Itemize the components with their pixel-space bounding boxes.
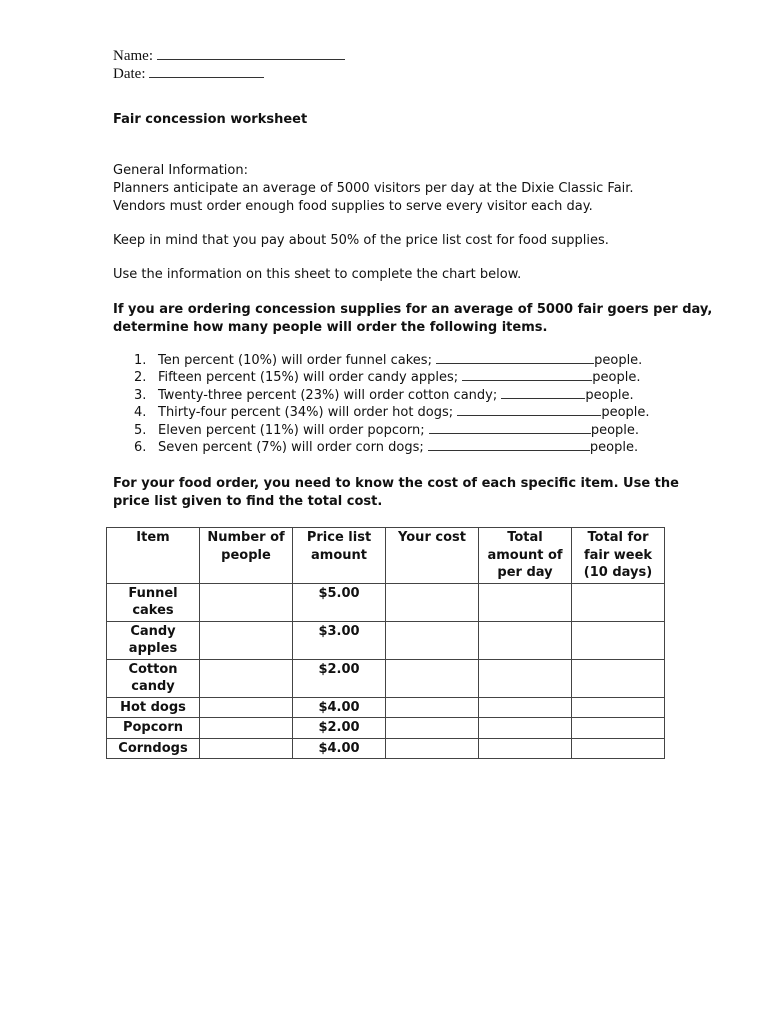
- price-cell: $2.00: [293, 659, 386, 697]
- people-cell[interactable]: [200, 583, 293, 621]
- price-cell: $3.00: [293, 621, 386, 659]
- list-item: [134, 404, 650, 421]
- item-cell: Funnel cakes: [107, 583, 200, 621]
- your-cost-cell[interactable]: [386, 697, 479, 718]
- header-item: Item: [107, 528, 200, 584]
- total-per-day-cell[interactable]: [479, 738, 572, 759]
- total-week-cell[interactable]: [572, 659, 665, 697]
- item-suffix: people.: [589, 439, 639, 455]
- general-line-1: Planners anticipate an average of 5000 visitors per day at the Dixie Classic Fair.: [113, 181, 634, 196]
- table-row: [107, 659, 665, 697]
- answer-blank[interactable]: [429, 422, 591, 434]
- total-per-day-cell[interactable]: [479, 583, 572, 621]
- price-cell: $2.00: [293, 718, 386, 739]
- people-cell[interactable]: [200, 697, 293, 718]
- item-cell: Corndogs: [107, 738, 200, 759]
- table-row: [107, 583, 665, 621]
- your-cost-cell[interactable]: [386, 621, 479, 659]
- instruction-ordering-line-2: determine how many people will order the following items.: [113, 320, 548, 335]
- name-blank[interactable]: [157, 47, 345, 60]
- item-suffix: people.: [590, 422, 640, 438]
- price-cell: $4.00: [293, 697, 386, 718]
- table-header-row: [107, 528, 665, 584]
- item-text: Fifteen percent (15%) will order candy apples;: [158, 370, 459, 386]
- keep-in-mind-text: Keep in mind that you pay about 50% of the price list cost for food supplies.: [113, 233, 609, 248]
- total-per-day-cell[interactable]: [479, 697, 572, 718]
- people-cell[interactable]: [200, 659, 293, 697]
- people-cell[interactable]: [200, 718, 293, 739]
- instruction-ordering: [113, 301, 712, 337]
- name-label: Name:: [113, 48, 153, 64]
- general-info: [113, 162, 634, 216]
- list-item: [134, 369, 650, 386]
- total-week-cell[interactable]: [572, 697, 665, 718]
- item-text: Twenty-three percent (23%) will order cotton candy;: [158, 387, 498, 403]
- answer-blank[interactable]: [462, 369, 592, 381]
- table-row: [107, 738, 665, 759]
- total-week-cell[interactable]: [572, 621, 665, 659]
- your-cost-cell[interactable]: [386, 583, 479, 621]
- item-suffix: people.: [594, 353, 643, 368]
- your-cost-cell[interactable]: [386, 738, 479, 759]
- table-row: [107, 718, 665, 739]
- item-suffix: people.: [592, 370, 641, 386]
- item-suffix: people.: [585, 387, 634, 403]
- list-item: [134, 387, 650, 404]
- item-cell: Cotton candy: [107, 659, 200, 697]
- item-number: 1.: [134, 353, 147, 368]
- item-number: 2.: [134, 370, 147, 386]
- item-text: Ten percent (10%) will order funnel cakes;: [158, 353, 432, 368]
- header-your-cost: Your cost: [386, 528, 479, 584]
- table-row: [107, 621, 665, 659]
- general-heading: General Information:: [113, 163, 248, 178]
- total-per-day-cell[interactable]: [479, 718, 572, 739]
- your-cost-cell[interactable]: [386, 718, 479, 739]
- answer-blank[interactable]: [501, 387, 585, 399]
- total-per-day-cell[interactable]: [479, 621, 572, 659]
- total-week-cell[interactable]: [572, 738, 665, 759]
- total-per-day-cell[interactable]: [479, 659, 572, 697]
- item-suffix: people.: [601, 405, 650, 421]
- item-number: 3.: [134, 387, 147, 403]
- item-cell: Hot dogs: [107, 697, 200, 718]
- header-number-of-people: Number of people: [200, 528, 293, 584]
- header-price-list-amount: Price list amount: [293, 528, 386, 584]
- header-total-fair-week: Total for fair week (10 days): [572, 528, 665, 584]
- answer-blank[interactable]: [436, 352, 594, 364]
- item-cell: Candy apples: [107, 621, 200, 659]
- list-item: [134, 352, 650, 369]
- people-cell[interactable]: [200, 621, 293, 659]
- date-label: Date:: [113, 66, 146, 82]
- instruction-cost: [113, 475, 679, 511]
- instruction-ordering-line-1: If you are ordering concession supplies for an average of 5000 fair goers per day,: [113, 302, 713, 317]
- cost-table: [106, 527, 665, 759]
- answer-blank[interactable]: [457, 404, 601, 416]
- name-row: [113, 47, 345, 65]
- date-blank[interactable]: [149, 65, 264, 78]
- use-info-text: Use the information on this sheet to complete the chart below.: [113, 267, 522, 282]
- list-item: [134, 422, 650, 439]
- people-cell[interactable]: [200, 738, 293, 759]
- general-line-2: Vendors must order enough food supplies to serve every visitor each day.: [113, 199, 593, 214]
- list-item: [134, 439, 650, 456]
- price-cell: $5.00: [293, 583, 386, 621]
- item-number: 5.: [134, 422, 147, 438]
- price-cell: $4.00: [293, 738, 386, 759]
- instruction-cost-line-1: For your food order, you need to know the cost of each specific item. Use the: [113, 476, 679, 491]
- item-number: 4.: [134, 405, 147, 421]
- percent-items-list: [134, 352, 650, 456]
- item-text: Eleven percent (11%) will order popcorn;: [158, 422, 425, 438]
- table-row: [107, 697, 665, 718]
- header-total-per-day: Total amount of per day: [479, 528, 572, 584]
- page-title: Fair concession worksheet: [113, 112, 308, 127]
- your-cost-cell[interactable]: [386, 659, 479, 697]
- item-text: Thirty-four percent (34%) will order hot dogs;: [158, 405, 454, 421]
- answer-blank[interactable]: [428, 439, 590, 451]
- item-cell: Popcorn: [107, 718, 200, 739]
- total-week-cell[interactable]: [572, 583, 665, 621]
- item-text: Seven percent (7%) will order corn dogs;: [158, 439, 424, 455]
- total-week-cell[interactable]: [572, 718, 665, 739]
- date-row: [113, 65, 264, 83]
- item-number: 6.: [134, 439, 147, 455]
- instruction-cost-line-2: price list given to find the total cost.: [113, 494, 383, 509]
